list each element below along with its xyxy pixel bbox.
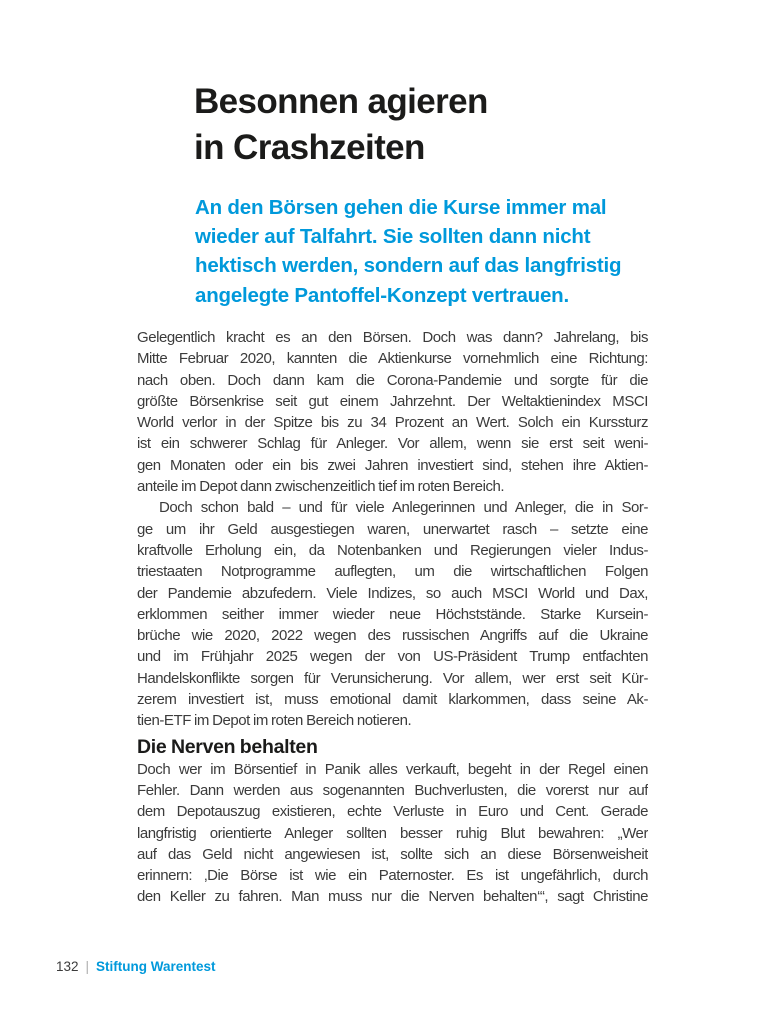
text-line: brüche wie 2020, 2022 wegen des russischen Angriffs auf die Ukraine	[137, 627, 648, 645]
text-line: dem Depotauszug existieren, echte Verluste in Euro und Cent. Gerade	[137, 803, 648, 821]
text-line: gen Monaten oder ein bis zwei Jahren investiert sind, stehen ihre Aktien-	[137, 456, 648, 474]
section-heading: Die Nerven behalten	[137, 735, 318, 758]
text-line: erinnern: ‚Die Börse ist wie ein Paternoster. Es ist ungefährlich, durch	[137, 867, 648, 885]
text-line: Handelskonflikte sorgen für Verunsicherung. Vor allem, wer erst seit Kür-	[137, 669, 648, 687]
footer-separator: |	[85, 959, 90, 974]
text-line: World verlor in der Spitze bis zu 34 Prozent an Wert. Solch ein Kurssturz	[137, 414, 648, 432]
text-line: größte Börsenkrise seit gut einem Jahrzehnt. Der Weltaktienindex MSCI	[137, 392, 648, 410]
text-line: Doch wer im Börsentief in Panik alles verkauft, begeht in der Regel einen	[137, 760, 648, 778]
text-line: tien-ETF im Depot im roten Bereich notieren.	[137, 712, 412, 730]
text-line: angelegte Pantoffel-Konzept vertrauen.	[195, 283, 569, 307]
text-line: triestaaten Notprogramme auflegten, um die wirtschaftlichen Folgen	[137, 563, 648, 581]
text-line: ge um ihr Geld ausgestiegen waren, unerwartet rasch – setzte eine	[137, 520, 648, 538]
section-paragraphs	[137, 759, 648, 908]
intro-paragraphs	[137, 327, 648, 732]
text-line: Gelegentlich kracht es an den Börsen. Doch was dann? Jahrelang, bis	[137, 329, 648, 346]
text-line: in Crashzeiten	[194, 128, 425, 167]
article-body	[137, 327, 648, 908]
text-line: ist ein schwerer Schlag für Anleger. Vor allem, wenn sie erst seit weni-	[137, 435, 648, 453]
article-lead	[195, 193, 621, 310]
text-line: Fehler. Dann werden aus sogenannten Buchverlusten, die vorerst nur auf	[137, 781, 648, 799]
text-line: kraftvolle Erholung ein, da Notenbanken und Regierungen vieler Indus-	[137, 541, 648, 559]
paragraph	[137, 327, 648, 497]
text-line: Besonnen agieren	[194, 82, 488, 121]
brand-name: Stiftung Warentest	[96, 959, 216, 974]
paragraph	[137, 497, 648, 731]
text-line: auf das Geld nicht angewiesen ist, sollte sich an diese Börsenweisheit	[137, 845, 648, 863]
paragraph	[137, 759, 648, 908]
text-line: langfristig orientierte Anleger sollten besser ruhig Blut bewahren: „Wer	[137, 824, 648, 842]
page-footer	[56, 959, 216, 974]
text-line: erklommen seither immer wieder neue Höchststände. Starke Kursein-	[137, 605, 648, 623]
text-line: wieder auf Talfahrt. Sie sollten dann nicht	[195, 225, 591, 249]
text-line: Doch schon bald – und für viele Anlegerinnen und Anleger, die in Sor-	[159, 499, 648, 517]
text-line: anteile im Depot dann zwischenzeitlich tief im roten Bereich.	[137, 478, 505, 496]
text-line: der Pandemie abzufedern. Viele Indizes, so auch MSCI World und Dax,	[137, 584, 648, 602]
text-line: zerem investiert ist, muss emotional damit klarkommen, dass seine Ak-	[137, 691, 648, 709]
text-line: den Keller zu fahren. Man muss nur die Nerven behalten‘“, sagt Christine	[137, 888, 648, 906]
text-line: Mitte Februar 2020, kannten die Aktienkurse vornehmlich eine Richtung:	[137, 350, 648, 368]
text-line: und im Frühjahr 2025 wegen der von US-Präsident Trump entfachten	[137, 648, 648, 666]
text-line: hektisch werden, sondern auf das langfristig	[195, 254, 622, 278]
text-line: An den Börsen gehen die Kurse immer mal	[195, 196, 607, 219]
text-line: nach oben. Doch dann kam die Corona-Pandemie und sorgte für die	[137, 371, 648, 389]
page-number: 132	[56, 959, 79, 974]
article-title	[194, 79, 488, 171]
